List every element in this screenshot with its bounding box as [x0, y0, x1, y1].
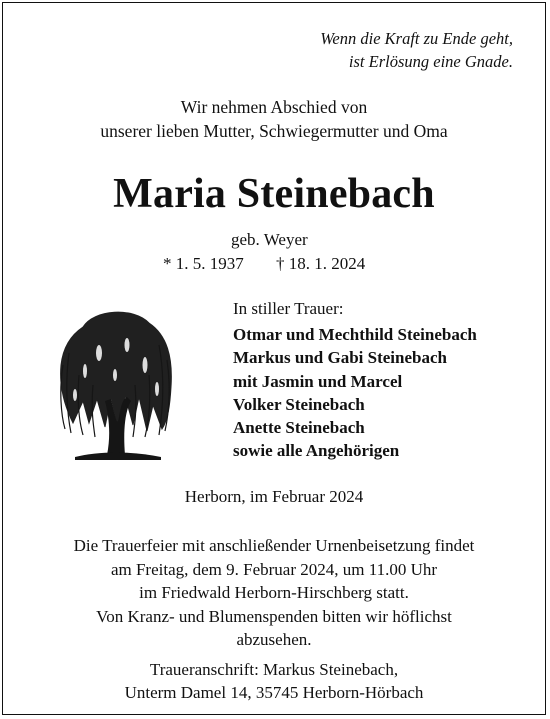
list-item: Markus und Gabi Steinebach — [233, 348, 447, 368]
list-item: sowie alle Angehörigen — [233, 441, 400, 461]
service-line: am Freitag, dem 9. Februar 2024, um 11.00 Uhr — [110, 559, 438, 579]
quote-line: ist Erlösung eine Gnade. — [348, 52, 513, 71]
farewell-intro — [3, 95, 545, 143]
list-item: Otmar und Mechthild Steinebach — [233, 325, 477, 344]
service-line: Die Trauerfeier mit anschließender Urnenbeisetzung findet — [73, 536, 475, 555]
address-line: Traueranschrift: Markus Steinebach, — [149, 660, 399, 679]
mourners-intro: In stiller Trauer: — [233, 299, 344, 318]
life-dates — [163, 253, 365, 275]
obituary-notice — [2, 2, 546, 715]
list-item: Anette Steinebach — [233, 418, 365, 438]
place-date: Herborn, im Februar 2024 — [184, 487, 364, 506]
deceased-name: Maria Steinebach — [113, 171, 435, 217]
birth-date: * 1. 5. 1937 — [163, 254, 244, 273]
service-line: abzusehen. — [236, 630, 312, 649]
mourners-list — [233, 323, 477, 463]
mourning-address — [3, 658, 545, 704]
list-item: Volker Steinebach — [233, 394, 365, 414]
intro-line: unserer lieben Mutter, Schwiegermutter und Oma — [100, 121, 448, 141]
quote — [320, 27, 513, 73]
intro-line: Wir nehmen Abschied von — [180, 97, 368, 117]
service-details — [3, 534, 545, 652]
birth-name: geb. Weyer — [231, 230, 308, 249]
address-line: Unterm Damel 14, 35745 Herborn-Hörbach — [124, 683, 424, 702]
death-date: † 18. 1. 2024 — [276, 254, 366, 273]
quote-line: Wenn die Kraft zu Ende geht, — [320, 29, 513, 48]
service-line: im Friedwald Herborn-Hirschberg statt. — [139, 583, 409, 602]
list-item: mit Jasmin und Marcel — [233, 371, 403, 391]
service-line: Von Kranz- und Blumenspenden bitten wir höflichst — [96, 606, 452, 626]
weeping-willow-icon — [49, 305, 179, 465]
